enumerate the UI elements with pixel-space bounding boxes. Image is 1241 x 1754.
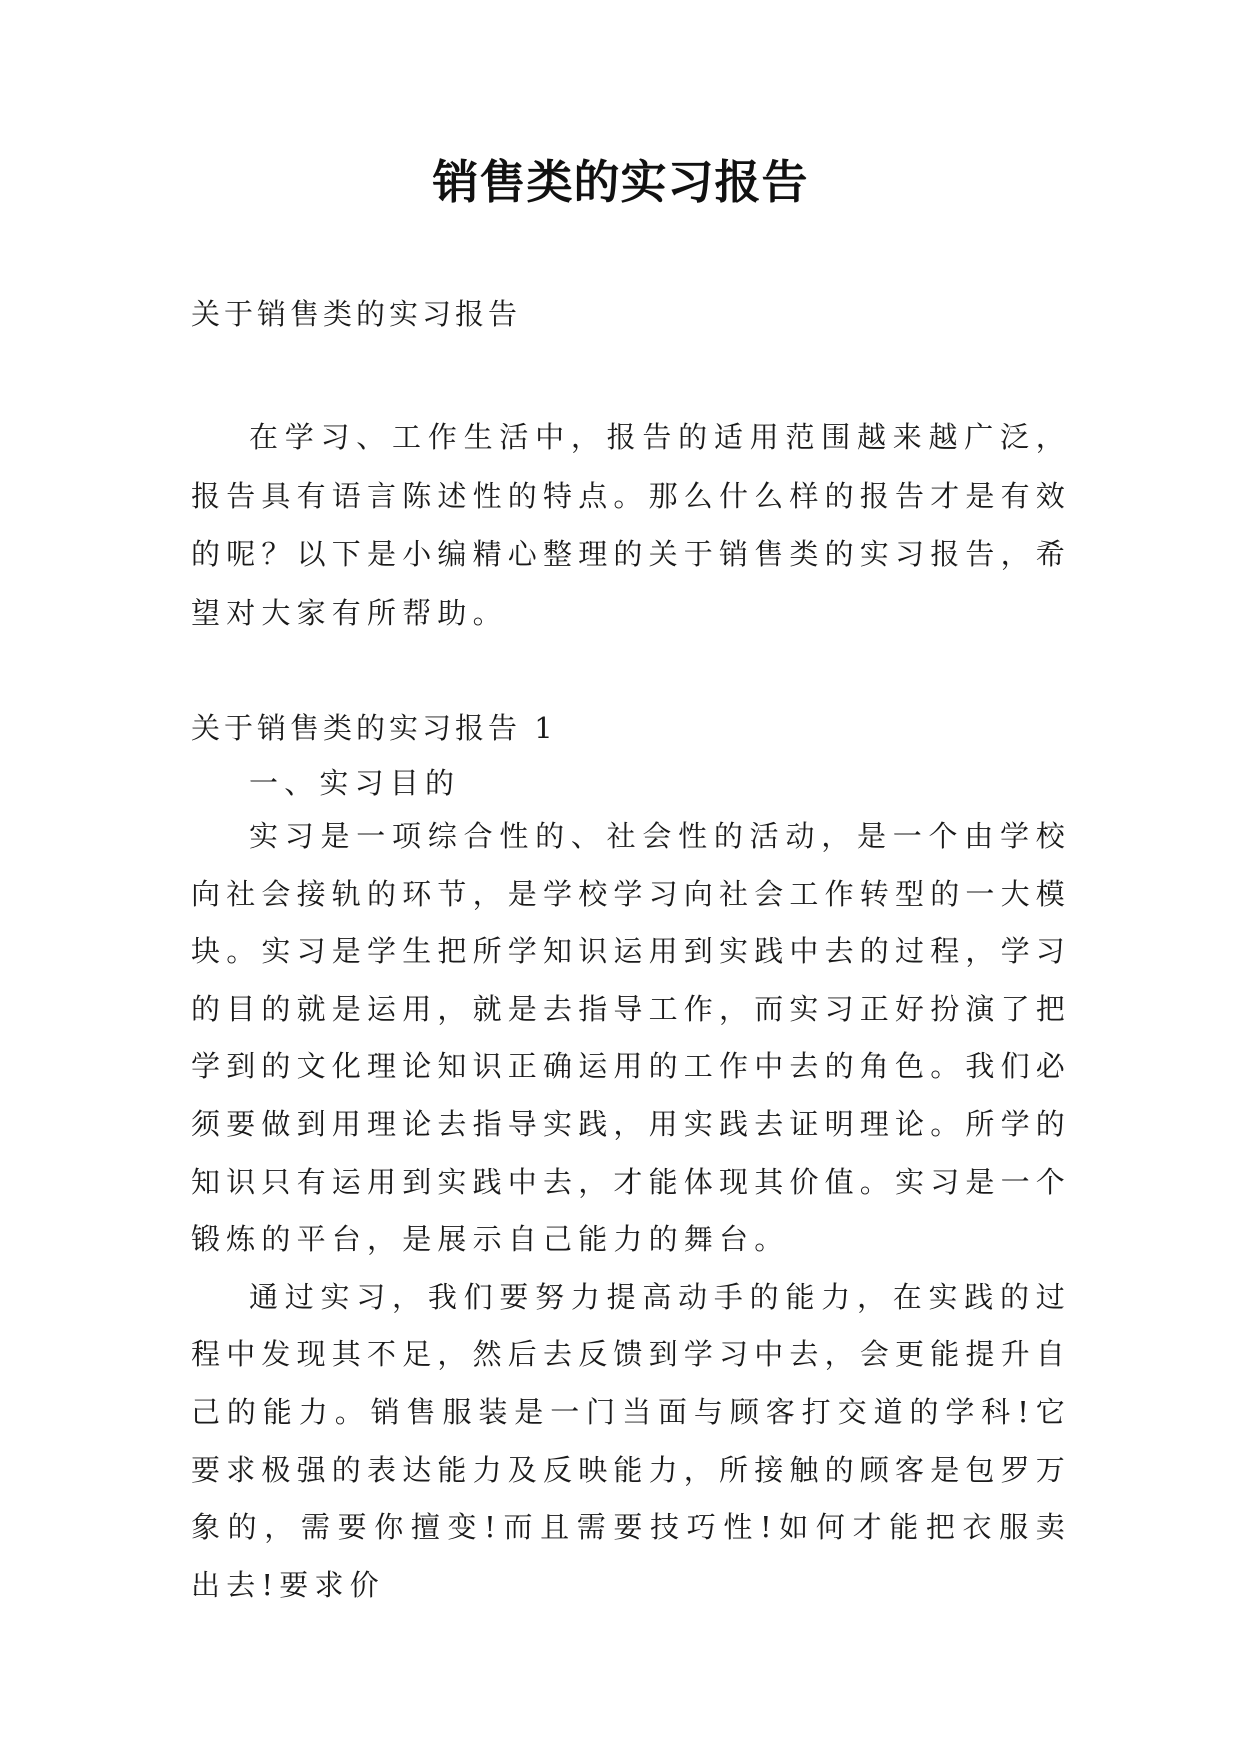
body-paragraph: 通过实习，我们要努力提高动手的能力，在实践的过程中发现其不足，然后去反馈到学习中去，会更能提升自己的能力。销售服装是一门当面与顾客打交道的学科!它要求极强的表达能力及反映能力，所接触的顾客是包罗万象的，需要你擅变!而且需要技巧性!如何才能把衣服卖出去!要求价 <box>191 1279 1072 1602</box>
section-title: 关于销售类的实习报告 1 <box>191 711 557 745</box>
body-paragraph: 实习是一项综合性的、社会性的活动，是一个由学校向社会接轨的环节，是学校学习向社会工作转型的一大模块。实习是学生把所学知识运用到实践中去的过程，学习的目的就是运用，就是去指导工作，而实习正好扮演了把学到的文化理论知识正确运用的工作中去的角色。我们必须要做到用理论去指导实践，用实践去证明理论。所学的知识只有运用到实践中去，才能体现其价值。实习是一个锻炼的平台，是展示自己能力的舞台。 <box>191 819 1072 1257</box>
document-subtitle: 关于销售类的实习报告 <box>191 297 522 331</box>
section-heading: 一、实习目的 <box>249 766 461 800</box>
intro-paragraph: 在学习、工作生活中，报告的适用范围越来越广泛，报告具有语言陈述性的特点。那么什么样的报告才是有效的呢？以下是小编精心整理的关于销售类的实习报告，希望对大家有所帮助。 <box>191 420 1072 630</box>
document-title: 销售类的实习报告 <box>432 155 809 209</box>
section-body <box>191 758 1071 1614</box>
